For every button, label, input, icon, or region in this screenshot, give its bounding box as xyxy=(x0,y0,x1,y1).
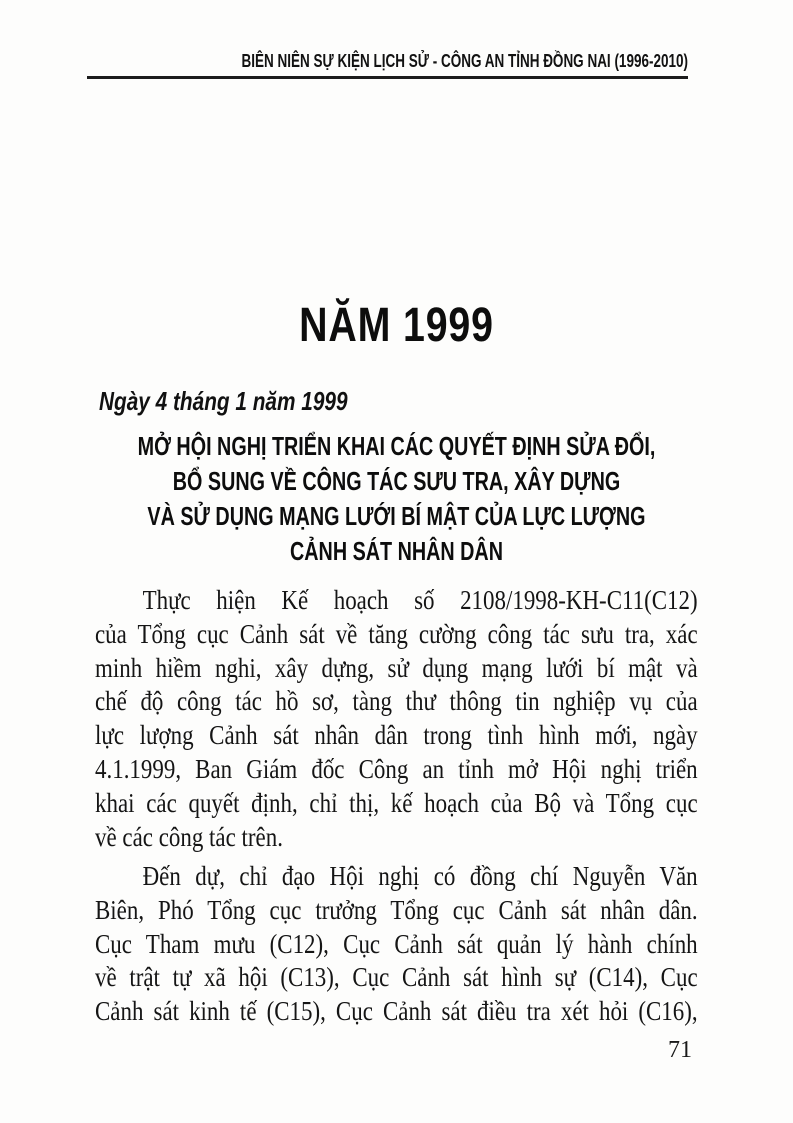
text-line: lực lượng Cảnh sát nhân dân trong tình hình mới, ngày xyxy=(95,720,698,751)
text-line: Biên, Phó Tổng cục trưởng Tổng cục Cảnh sát nhân dân. xyxy=(95,894,698,925)
event-heading-line: BỔ SUNG VỀ CÔNG TÁC SƯU TRA, XÂY DỰNG xyxy=(172,466,621,496)
text-line: Đến dự, chỉ đạo Hội nghị có đồng chí Nguyễn Văn xyxy=(142,861,698,891)
paragraph xyxy=(95,584,698,854)
text-line: 4.1.1999, Ban Giám đốc Công an tỉnh mở Hội nghị triển xyxy=(95,753,698,784)
event-heading xyxy=(0,429,793,569)
event-heading-line: MỞ HỘI NGHỊ TRIỂN KHAI CÁC QUYẾT ĐỊNH SỬA ĐỔI, xyxy=(137,431,656,461)
text-line: Thực hiện Kế hoạch số 2108/1998-KH-C11(C12) xyxy=(142,585,698,615)
text-line: chế độ công tác hồ sơ, tàng thư thông tin nghiệp vụ của xyxy=(95,686,698,717)
text-line: về các công tác trên. xyxy=(95,821,283,852)
event-heading-line: CẢNH SÁT NHÂN DÂN xyxy=(290,536,503,566)
event-heading-line: VÀ SỬ DỤNG MẠNG LƯỚI BÍ MẬT CỦA LỰC LƯỢNG xyxy=(147,501,646,531)
paragraph xyxy=(95,860,698,1029)
text-line: minh hiềm nghi, xây dựng, sử dụng mạng lưới bí mật và xyxy=(95,652,698,683)
text-line: về trật tự xã hội (C13), Cục Cảnh sát hình sự (C14), Cục xyxy=(95,962,698,993)
text-line: của Tổng cục Cảnh sát về tăng cường công tác sưu tra, xác xyxy=(95,618,698,649)
header-rule xyxy=(87,76,688,79)
event-date: Ngày 4 tháng 1 năm 1999 xyxy=(99,386,348,416)
year-title: NĂM 1999 xyxy=(299,299,494,352)
text-line: Cảnh sát kinh tế (C15), Cục Cảnh sát điều tra xét hỏi (C16), xyxy=(95,996,698,1027)
text-line: Cục Tham mưu (C12), Cục Cảnh sát quản lý hành chính xyxy=(95,928,698,959)
page-number: 71 xyxy=(668,1037,692,1063)
text-line: khai các quyết định, chỉ thị, kế hoạch của Bộ và Tổng cục xyxy=(95,787,698,818)
running-header: BIÊN NIÊN SỰ KIỆN LỊCH SỬ - CÔNG AN TỈNH ĐỒNG NAI (1996-2010) xyxy=(241,51,688,71)
